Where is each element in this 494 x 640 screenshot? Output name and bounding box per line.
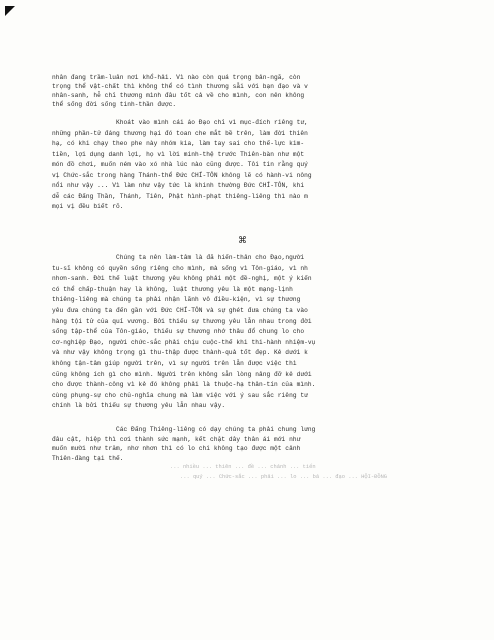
text-line: thiêng-liêng mà chúng ta phải nhận lãnh vô điều-kiện, vì sự thương [52,296,301,304]
text-line: trọng thể vật-chất thì không thể có tình thương sẵi với bạn đạo và v [52,83,308,90]
text-line: có thể chấp-thuận hay là không, luật thương yêu là một mạng-lịnh [52,285,293,293]
text-line: tiền, lợi dụng danh lợi, họ vì lời minh-thệ trước Thiên-bàn như một [52,150,305,158]
text-line: món đồ chơi, muốn ném vào xó nhà lúc nào cũng được. Tôi tin rằng quý [52,161,308,168]
text-line: dễ các Đấng Thần, Thánh, Tiên, Phật hình-phạt thiêng-liêng thì nào m [52,192,308,200]
text-line: hạ, có khi chạy theo phe này nhóm kia, làm tay sai cho thế-lực kim- [52,140,305,147]
text-line: Thiên-đàng tại thế. [52,454,124,462]
text-line: nhân đang trầm-luân nơi khổ-hải. Vì nào còn quá trọng bản-ngã, còn [52,74,301,81]
text-line: nổi như vậy ... Vì làm như vậy tức là khinh thường Đức CHÍ-TÔN, khi [52,182,305,189]
text-line: cùng phụng-sự cho chủ-nghĩa chung mà làm việc với ý sau sắc riêng tư [52,391,308,399]
text-line: mọi vị đều biết rõ. [52,203,124,210]
text-line: tu-sĩ không có quyền sống riêng cho mình, mà sống vì Tôn-giáo, vì nh [52,264,308,272]
text-line: đâu cật, hiệp thì cơi thành sức mạnh, kết chặt dây thân ái mới như [52,435,301,443]
bleed-line: ... nhiều ... thiên ... đề ... chánh ... tiến [170,464,316,470]
text-line: nhơn-sanh. Đời thế luật thương yêu không phải một đề-nghị, một ý kiến [52,275,312,283]
text-line: sống tập-thể của Tôn-giáo, thiếu sự thương nhớ thâu đổ chung lo cho [52,328,305,336]
text-line: những phần-tử đáng thương hại đó toan che mắt bề trên, làm đời thiên [52,129,308,137]
text-line: Các Đấng Thiêng-liêng có dạy chúng ta phải chung lưng [116,426,316,433]
bleed-line: ... quý ... Chức-sắc ... phải ... lo ... bá ... đạo ... HỘI-ĐỒNG [180,474,388,480]
text-line: và như vậy không trọng gì thu-thập được thành-quả tốt đẹp. Kẻ dưới k [52,349,308,357]
text-line: cho được thành-công vì kẻ đó không phải là thuộc-hạ thân-tín của mình. [52,381,316,389]
text-line: vị Chức-sắc trong hàng Thánh-thể Đức CHÍ-TÔN không lẽ có hành-vi nông [52,171,312,179]
text-line: thể sống đời sống tinh-thần được. [52,101,177,108]
section-separator: ⌘ [238,236,247,246]
text-line: hàng tội tử của quỉ vương. Bởi thiếu sự thương yêu lẫn nhau trong đời [52,317,312,325]
text-line: không tận-tâm giúp người trên, vì sự người trên lẫn được việc thì [52,360,297,367]
text-line: cơ-nghiệp Đạo, người chức-sắc phải chịu cuộc-thế khi thi-hành nhiệm-vụ [52,338,316,346]
text-line: chính là bởi thiếu sự thương yêu lẫn nhau vậy. [52,402,226,410]
text-line: nhân-sanh, hễ chỉ thương mình đâu tốt cả về cho mình, con nên không [52,92,305,99]
text-line: cũng không ích gì cho mình. Người trên không sẵn lòng nâng đỡ kẻ dưới [52,370,312,378]
corner-fold-mark [5,6,15,16]
text-line: Chúng ta nên làm-tâm là đã hiến-thân cho Đạo,người [116,254,305,261]
text-line: Khoát vào mình cái áo Đạo chỉ vì mục-đích riêng tư, [116,119,308,126]
text-line: muốn mười như trăm, nhơ nhơn thì có lo chi không tạo được một cảnh [52,445,301,452]
text-line: yêu đưa chúng ta đến gần với Đức CHÍ-TÔN và sự ghét đưa chúng ta vào [52,307,308,314]
